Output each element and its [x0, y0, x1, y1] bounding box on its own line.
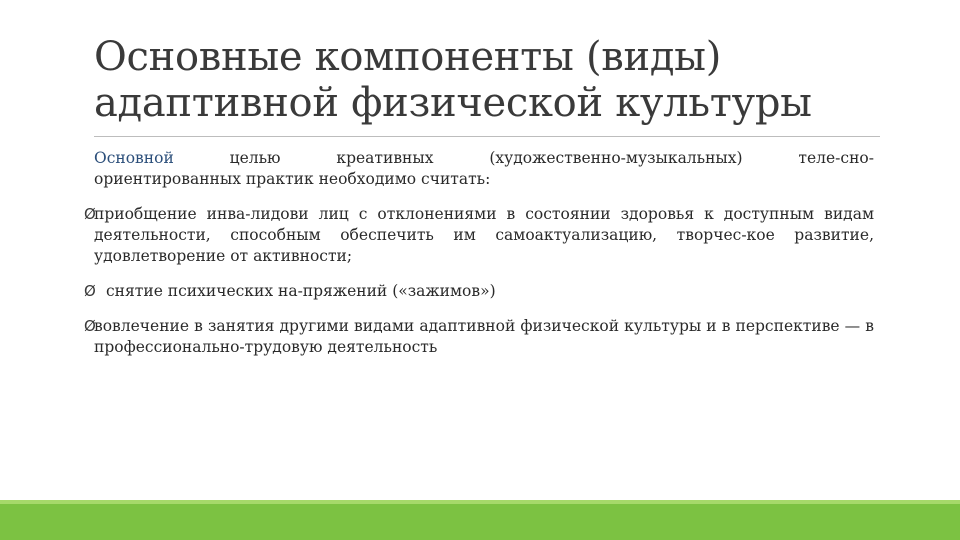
- arrow-bullet-icon: Ø: [84, 205, 96, 223]
- intro-word: целью: [229, 149, 281, 167]
- bullet-item-2: [84, 281, 874, 302]
- intro-word: креативных: [336, 149, 434, 167]
- intro-line-2: ориентированных практик необходимо считать:: [94, 170, 491, 188]
- bottom-accent-stripe: [0, 500, 960, 504]
- bullet-item-1: [84, 204, 874, 267]
- intro-paragraph: [94, 148, 874, 190]
- arrow-bullet-icon: Ø: [84, 317, 96, 335]
- bullet-text: вовлечение в занятия другими видами адаптивной физической культуры и в перспективе — в профессионально-трудовую деятельность: [94, 317, 874, 356]
- intro-line-1: [94, 148, 874, 169]
- intro-word-main: Основной: [94, 149, 174, 167]
- intro-word: теле-сно-: [798, 149, 874, 167]
- intro-word: (художественно-музыкальных): [489, 149, 743, 167]
- slide-title: [94, 34, 894, 126]
- slide-title-line-2: адаптивной физической культуры: [94, 80, 812, 126]
- slide-title-line-1: Основные компоненты (виды): [94, 34, 722, 80]
- bullet-text: снятие психических на-пряжений («зажимов»): [106, 282, 496, 300]
- arrow-bullet-icon: Ø: [84, 282, 96, 300]
- title-divider: [94, 136, 880, 137]
- bullet-item-3: [84, 316, 874, 358]
- bullet-text: приобщение инва-лидови лиц с отклонениями в состоянии здоровья к доступным видам деятельности, способным обеспечить им самоактуализацию, творчес-кое развитие, удовлетворение от активности;: [94, 205, 874, 265]
- bottom-accent-bar: [0, 500, 960, 540]
- slide-body: [84, 148, 874, 370]
